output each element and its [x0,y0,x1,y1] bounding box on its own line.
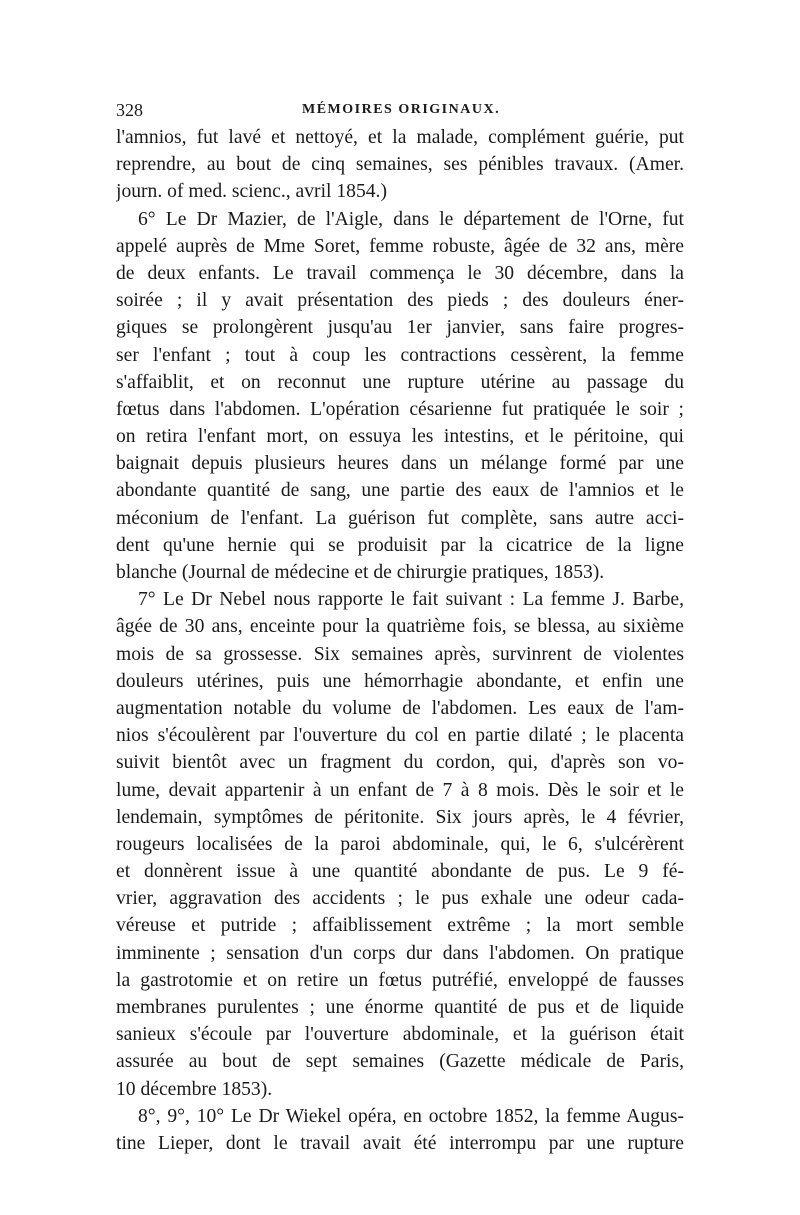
text-line: dent qu'une hernie qui se produisit par la cicatrice de la ligne [116,534,684,556]
text-line: l'amnios, fut lavé et nettoyé, et la malade, complément guérie, put [116,127,684,148]
text-line: s'affaiblit, et on reconnut une rupture utérine au passage du [116,371,684,393]
text-line: 7° Le Dr Nebel nous rapporte le fait suivant : La femme J. Barbe, [138,589,684,611]
text-line: nios s'écoulèrent par l'ouverture du col en partie dilaté ; le placenta [116,725,684,747]
text-line: vrier, aggravation des accidents ; le pus exhale une odeur cada- [116,888,684,910]
text-line: lendemain, symptômes de péritonite. Six jours après, le 4 février, [116,806,684,828]
text-line: on retira l'enfant mort, on essuya les intestins, et le péritoine, qui [116,426,684,448]
text-line: reprendre, au bout de cinq semaines, ses pénibles travaux. (Amer. [116,154,684,176]
text-line: lume, devait appartenir à un enfant de 7 à 8 mois. Dès le soir et le [116,779,684,801]
text-line: 10 décembre 1853). [116,1078,273,1100]
text-line: soirée ; il y avait présentation des pieds ; des douleurs éner- [116,290,684,312]
text-line: de deux enfants. Le travail commença le 30 décembre, dans la [116,262,684,284]
page-number: 328 [116,100,143,120]
text-line: membranes purulentes ; une énorme quantité de pus et de liquide [116,997,684,1018]
page-header [116,100,684,124]
text-line: rougeurs localisées de la paroi abdominale, qui, le 6, s'ulcérèrent [116,833,684,855]
text-line: blanche (Journal de médecine et de chirurgie pratiques, 1853). [116,562,605,583]
text-line: 6° Le Dr Mazier, de l'Aigle, dans le département de l'Orne, fut [138,208,684,230]
text-line: suivit bientôt avec un fragment du cordon, qui, d'après son vo- [116,752,684,774]
text-line: et donnèrent issue à une quantité abondante de pus. Le 9 fé- [116,861,684,883]
text-line: abondante quantité de sang, une partie des eaux de l'amnios et le [116,480,684,502]
text-line: méconium de l'enfant. La guérison fut complète, sans autre acci- [116,507,684,529]
text-line: baignait depuis plusieurs heures dans un mélange formé par une [116,453,684,475]
running-head: MÉMOIRES ORIGINAUX. [302,102,501,117]
text-line: tine Lieper, dont le travail avait été interrompu par une rupture [116,1132,684,1154]
text-line: douleurs utérines, puis une hémorrhagie abondante, et enfin une [116,670,684,692]
text-line: fœtus dans l'abdomen. L'opération césarienne fut pratiquée le soir ; [116,398,684,420]
text-line: appelé auprès de Mme Soret, femme robuste, âgée de 32 ans, mère [116,235,684,257]
text-line: imminente ; sensation d'un corps dur dans l'abdomen. On pratique [116,942,684,964]
text-line: assurée au bout de sept semaines (Gazette médicale de Paris, [116,1051,684,1073]
text-line: journ. of med. scienc., avril 1854.) [116,181,387,203]
text-line: la gastrotomie et on retire un fœtus putréfié, enveloppé de fausses [116,969,684,991]
text-line: mois de sa grossesse. Six semaines après, survinrent de violentes [116,643,684,665]
text-line: giques se prolongèrent jusqu'au 1er janvier, sans faire progres- [116,317,684,339]
text-line: sanieux s'écoule par l'ouverture abdominale, et la guérison était [116,1024,684,1046]
text-line: 8°, 9°, 10° Le Dr Wiekel opéra, en octobre 1852, la femme Augus- [138,1105,684,1127]
text-line: âgée de 30 ans, enceinte pour la quatrième fois, se blessa, au sixième [116,616,684,638]
body-text [116,124,684,1157]
text-line: ser l'enfant ; tout à coup les contractions cessèrent, la femme [116,344,684,366]
text-line: véreuse et putride ; affaiblissement extrême ; la mort semble [116,915,684,937]
text-line: augmentation notable du volume de l'abdomen. Les eaux de l'am- [116,697,684,719]
